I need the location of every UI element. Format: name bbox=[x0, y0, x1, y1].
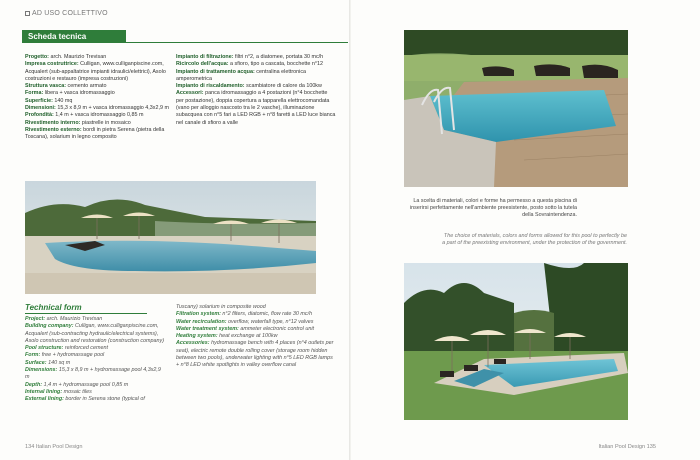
spec-entry bbox=[25, 389, 165, 396]
spec-label: Profondità: bbox=[25, 112, 54, 119]
spec-value: heat exchange at 100kw bbox=[217, 333, 278, 340]
spec-value: Tuscany) solarium in composite wood bbox=[176, 304, 266, 310]
spec-label: Impianto di trattamento acqua: bbox=[176, 68, 255, 75]
spec-label: Progetto: bbox=[25, 54, 49, 60]
spec-label: Impianto di filtrazione: bbox=[176, 54, 234, 60]
spec-entry bbox=[25, 316, 165, 323]
spec-value: 1,4 m + vasca idromassaggio 0,85 m bbox=[53, 112, 144, 119]
spec-value: piastrelle in mosaico bbox=[80, 119, 131, 126]
spec-label: Impresa costruttrice: bbox=[25, 61, 79, 68]
spec-entry bbox=[25, 323, 165, 345]
caption-english: The choice of materials, colors and forms allowed for this pool to perfectly be a part of the preexisting environment, under the protection of the government. bbox=[442, 233, 627, 247]
spec-label: Accessories: bbox=[176, 340, 210, 347]
spec-value: border in Serena stone (typical of bbox=[63, 396, 145, 403]
spec-label: Impianto di riscaldamento: bbox=[176, 83, 245, 90]
spec-label: Rivestimento esterno: bbox=[25, 126, 82, 133]
spec-label: Internal lining: bbox=[25, 388, 63, 395]
spec-label: Superficie: bbox=[25, 97, 53, 104]
spec-entry bbox=[25, 83, 173, 90]
spec-label: Struttura vasca: bbox=[25, 83, 67, 90]
spec-value: Culligan, www.culliganpiscine.com, Acqualert (sub-contracting hydraulic/electrical systems), Asolo construction and restoration (construction company) bbox=[25, 323, 165, 344]
spec-entry bbox=[176, 304, 336, 311]
spec-value: libera + vasca idromassaggio bbox=[43, 90, 115, 97]
page-number-right: Italian Pool Design 135 bbox=[598, 444, 656, 450]
spec-label: Heating system: bbox=[176, 333, 218, 340]
spec-entry bbox=[25, 54, 173, 61]
scheda-column-2 bbox=[176, 54, 336, 127]
spec-label: Accessori: bbox=[176, 90, 204, 97]
spec-label: Filtration system: bbox=[176, 311, 221, 318]
spec-value: free + hydromassage pool bbox=[40, 352, 105, 359]
technical-form-title: Technical form bbox=[25, 303, 82, 312]
spec-value: n°2 filters, diatomic, flow rate 30 mc/h bbox=[220, 311, 313, 318]
spec-value: overflow, waterfall type, n°12 valves bbox=[226, 318, 314, 325]
scheda-column-1 bbox=[25, 54, 173, 142]
spec-label: Water treatment system: bbox=[176, 325, 239, 332]
spec-label: Form: bbox=[25, 352, 41, 359]
spec-entry bbox=[176, 90, 336, 126]
spec-value: 140 sq m bbox=[46, 359, 71, 366]
spec-value: ammeter electronic control unit bbox=[238, 325, 315, 332]
spec-label: External lining: bbox=[25, 396, 64, 403]
spec-entry bbox=[176, 311, 336, 318]
spec-value: centralina elettronica amperometrica bbox=[176, 68, 307, 82]
spec-value: panca idromassaggio a 4 postazioni (n°4 bocchette per postazione), doppia copertura a tapparella elettrocomandata (vano per alloggio nascosto tra le 2 vasche), illuminazione subacquea con n°5 fari a LED RGB + n°8 faretti a LED luce bianca nel canale di sfioro a valle bbox=[176, 90, 336, 126]
spec-value: 140 mq bbox=[52, 97, 73, 104]
spec-value: 15,3 x 8,9 m + vasca idromassaggio 4,3x2,9 m bbox=[55, 105, 169, 112]
spec-value: Culligan, www.culliganpiscine.com, Acqualert (sub-appaltatrice impianti idraulici/elettrici), Asolo costruzioni e restauro (impresa costruzioni) bbox=[25, 61, 166, 82]
spec-entry bbox=[25, 120, 173, 127]
technical-column-1 bbox=[25, 316, 165, 404]
scheda-rule bbox=[126, 42, 348, 43]
spec-label: Project: bbox=[25, 316, 46, 322]
spec-entry bbox=[25, 367, 165, 382]
spec-label: Rivestimento interno: bbox=[25, 119, 81, 126]
spec-entry bbox=[25, 127, 173, 142]
spec-value: bordi in pietra Serena (pietra della Toscana), solarium in legno composito bbox=[25, 126, 165, 141]
spec-value: cemento armato bbox=[66, 83, 107, 90]
spec-value: 15,3 x 8,9 m + hydromassage pool 4,3x2,9 m bbox=[25, 367, 161, 381]
spec-entry bbox=[176, 61, 336, 68]
spec-value: scambiatore di calore da 100kw bbox=[244, 83, 322, 90]
spec-entry bbox=[25, 105, 173, 112]
photo-pool-deck bbox=[404, 30, 628, 187]
spec-entry bbox=[25, 382, 165, 389]
spec-value: mosaic tiles bbox=[62, 388, 92, 395]
page-number-left: 134 Italian Pool Design bbox=[25, 444, 83, 450]
spec-value: reinforced cement bbox=[63, 345, 108, 352]
scheda-title: Scheda tecnica bbox=[22, 30, 126, 43]
spec-value: a sfioro, tipo a cascata, bocchette n°12 bbox=[228, 61, 323, 68]
spec-label: Building company: bbox=[25, 323, 74, 330]
section-label bbox=[25, 10, 108, 17]
photo-infinity-pool bbox=[25, 181, 316, 294]
spec-label: Depth: bbox=[25, 381, 43, 388]
spec-value: hydromassage bench with 4 places (n°4 outlets per seat), electric remote double rolling cover (storage room hidden between two pools), underwater lighting with n°5 LED RGB lamps + n°8 LED white spotlights in valley overflow canal bbox=[176, 340, 334, 369]
spec-label: Water recirculation: bbox=[176, 318, 227, 325]
technical-column-2 bbox=[176, 304, 336, 370]
spec-entry bbox=[25, 360, 165, 367]
caption-italian: La scelta di materiali, colori e forme ha permesso a questa piscina di inserirsi perfettamente nell'ambiente preesistente, posto sotto la tutela della Sovraintendenza. bbox=[409, 198, 577, 219]
spec-label: Dimensioni: bbox=[25, 105, 56, 112]
spec-entry bbox=[176, 54, 336, 61]
spec-entry bbox=[25, 98, 173, 105]
spec-label: Pool structure: bbox=[25, 345, 64, 352]
technical-form-rule bbox=[25, 313, 147, 314]
spec-entry bbox=[25, 396, 165, 403]
spec-label: Ricircolo dell'acqua: bbox=[176, 61, 229, 68]
spec-entry bbox=[25, 61, 173, 83]
spec-label: Surface: bbox=[25, 359, 47, 366]
spec-entry bbox=[176, 83, 336, 90]
spec-value: arch. Maurizio Trevisan bbox=[45, 316, 103, 322]
photo-garden-pool bbox=[404, 263, 628, 420]
spec-entry bbox=[25, 112, 173, 119]
page-gutter bbox=[349, 0, 351, 460]
spec-value: 1,4 m + hydromassage pool 0,85 m bbox=[42, 381, 129, 388]
spec-value: filtri n°2, a diatomee, portata 30 mc/h bbox=[233, 54, 324, 60]
square-icon bbox=[25, 11, 30, 16]
spec-entry bbox=[176, 326, 336, 333]
spec-entry bbox=[176, 340, 336, 369]
spec-label: Dimensions: bbox=[25, 367, 58, 374]
spec-value: arch. Maurizio Trevisan bbox=[48, 54, 107, 60]
spec-entry bbox=[25, 90, 173, 97]
spec-entry bbox=[176, 319, 336, 326]
spec-entry bbox=[176, 333, 336, 340]
spec-entry bbox=[176, 69, 336, 84]
section-label-text: AD USO COLLETTIVO bbox=[32, 10, 108, 17]
spec-label: Forma: bbox=[25, 90, 44, 97]
spec-entry bbox=[25, 345, 165, 352]
spec-entry bbox=[25, 352, 165, 359]
